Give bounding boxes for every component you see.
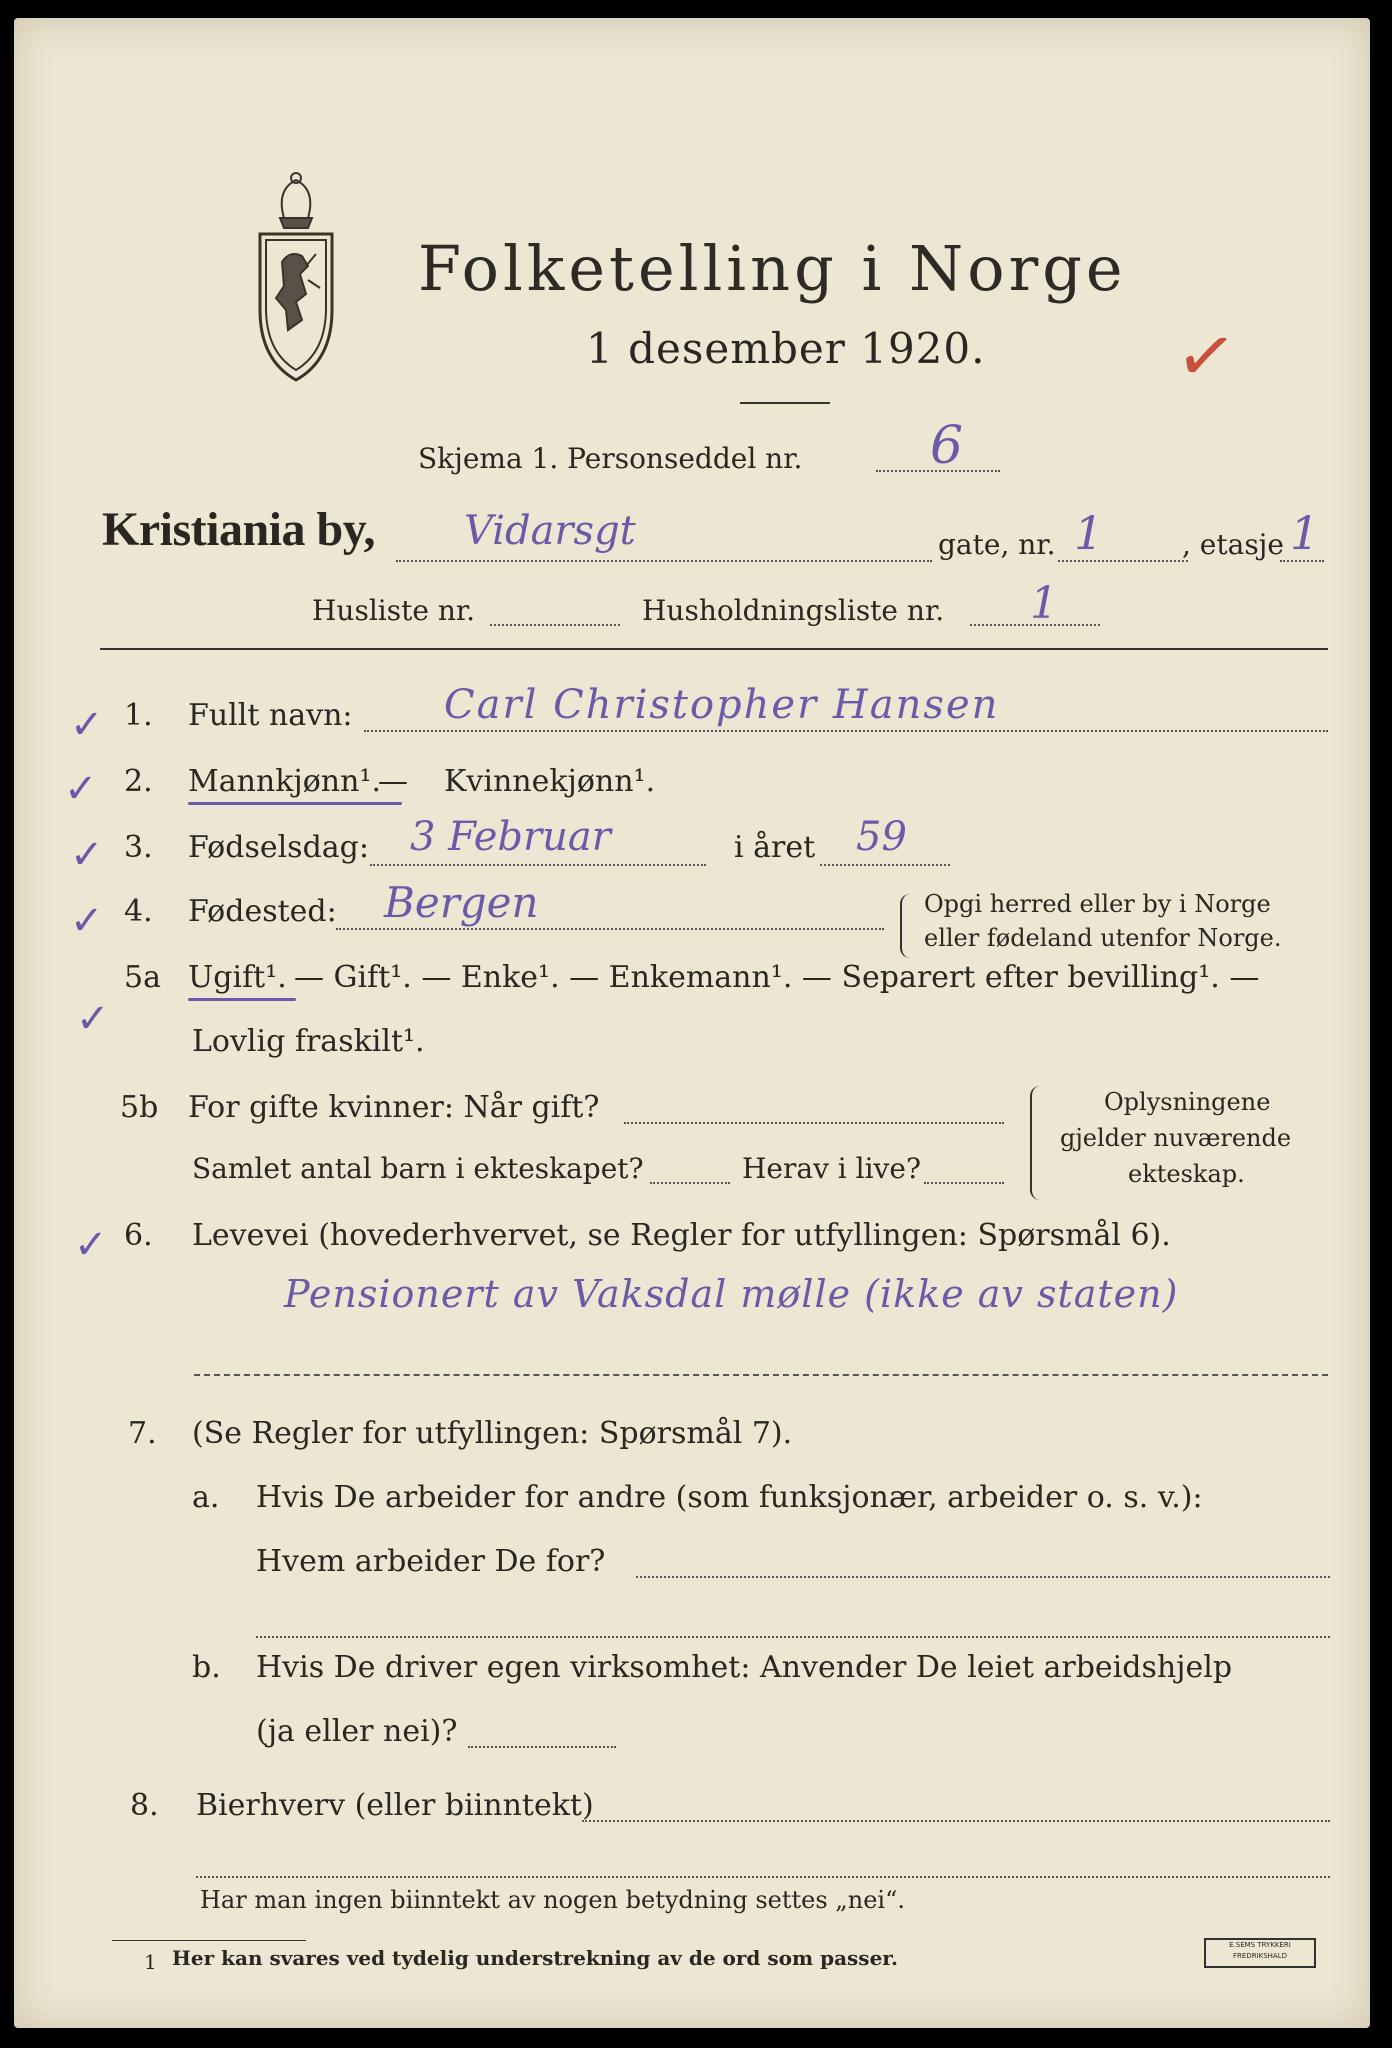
norwegian-lion-crest-icon — [246, 170, 346, 390]
gate-label: gate, nr. — [938, 528, 1056, 561]
q4-note-line2: eller fødeland utenfor Norge. — [924, 924, 1282, 952]
q5b-label: For gifte kvinner: Når gift? — [188, 1090, 600, 1125]
q7a-employer-dots — [636, 1576, 1330, 1578]
q6-extra-line — [194, 1374, 1328, 1376]
q8-extra-line — [196, 1876, 1330, 1878]
q7a-employer-label: Hvem arbeider De for? — [256, 1544, 606, 1579]
q1-label: Fullt navn: — [188, 698, 353, 733]
q5b-children-label: Samlet antal barn i ekteskapet? — [192, 1152, 644, 1185]
q3-dots — [370, 864, 706, 866]
q5a-option-fraskilt: Lovlig fraskilt¹. — [192, 1024, 425, 1059]
etasje-dots — [1280, 560, 1324, 562]
city-label: Kristiania by, — [102, 503, 376, 556]
q5b-note-line3: ekteskap. — [1128, 1160, 1245, 1188]
q2-number: 2. — [124, 764, 153, 799]
printer-stamp — [1204, 1938, 1316, 1968]
margin-check-q3: ✓ — [70, 832, 104, 878]
schema-label: Skjema 1. Personseddel nr. — [418, 442, 803, 475]
q3-label: Fødselsdag: — [188, 830, 369, 865]
q3-birth-year: 59 — [856, 814, 907, 860]
q4-dots — [336, 928, 884, 930]
q8-number: 8. — [130, 1788, 159, 1823]
margin-check-q2: ✓ — [64, 766, 98, 812]
q7-number: 7. — [128, 1416, 157, 1451]
q1-number: 1. — [124, 698, 153, 733]
form-title: Folketelling i Norge — [418, 232, 1127, 305]
census-form-sheet — [14, 18, 1370, 2028]
q5b-married-dots — [624, 1122, 1004, 1124]
footnote-mark: 1 — [144, 1950, 157, 1974]
footnote-text: Her kan svares ved tydelig understrekning av de ord som passer. — [172, 1946, 898, 1970]
q8-note: Har man ingen biinntekt av nogen betydning settes „nei“. — [200, 1886, 905, 1914]
q4-note-bracket — [900, 894, 912, 958]
footnote-divider — [112, 1940, 306, 1941]
q3-birthday: 3 Februar — [410, 814, 611, 860]
printer-stamp-line1: E.SEMS TRYKKERI — [1229, 1941, 1291, 1949]
q5b-alive-dots — [924, 1182, 1004, 1184]
q2-option-mannkjonn: Mannkjønn¹. — [188, 764, 381, 799]
q5a-options: — Gift¹. — Enke¹. — Enkemann¹. — Separert efter bevilling¹. — — [294, 960, 1260, 995]
q1-dots — [364, 730, 1328, 732]
q5b-note-line1: Oplysningene — [1104, 1088, 1271, 1116]
street-dots — [396, 560, 932, 562]
q8-dots — [582, 1820, 1330, 1822]
title-divider — [740, 402, 830, 404]
gate-dots — [1058, 560, 1188, 562]
q5b-children-dots — [650, 1182, 730, 1184]
q7b-yes-no-label: (ja eller nei)? — [256, 1714, 458, 1749]
q6-label: Levevei (hovederhvervet, se Regler for utfyllingen: Spørsmål 6). — [192, 1218, 1171, 1253]
etasje-label: , etasje — [1182, 528, 1284, 561]
q3-number: 3. — [124, 830, 153, 865]
header-divider — [100, 648, 1328, 650]
q5b-note-line2: gjelder nuværende — [1060, 1124, 1292, 1152]
q5b-alive-label: Herav i live? — [742, 1152, 921, 1185]
husholdningsliste-label: Husholdningsliste nr. — [642, 594, 945, 627]
husholdningsliste-number: 1 — [1030, 578, 1058, 629]
q7a-label: Hvis De arbeider for andre (som funksjonær, arbeider o. s. v.): — [256, 1480, 1203, 1515]
q5a-option-ugift: Ugift¹. — [188, 960, 287, 995]
q7-label: (Se Regler for utfyllingen: Spørsmål 7). — [192, 1416, 793, 1451]
personseddel-number: 6 — [930, 416, 964, 476]
form-date: 1 desember 1920. — [586, 324, 986, 373]
q7b-letter: b. — [192, 1650, 221, 1685]
q4-birthplace: Bergen — [384, 878, 539, 927]
q5b-note-bracket — [1030, 1086, 1044, 1200]
q2-selection-underline — [188, 802, 402, 805]
gate-number: 1 — [1074, 506, 1104, 560]
q2-option-kvinnekjonn: Kvinnekjønn¹. — [444, 764, 656, 799]
q5b-number: 5b — [120, 1090, 159, 1125]
q8-label: Bierhverv (eller biinntekt) — [196, 1788, 594, 1823]
q3-year-dots — [820, 864, 950, 866]
printer-stamp-line2: FREDRIKSHALD — [1232, 1952, 1287, 1960]
husliste-label: Husliste nr. — [312, 594, 476, 627]
q1-full-name: Carl Christopher Hansen — [444, 682, 1000, 728]
q4-number: 4. — [124, 894, 153, 929]
street-name: Vidarsgt — [464, 508, 636, 554]
margin-check-q5a: ✓ — [76, 996, 110, 1042]
q7a-extra-line — [256, 1636, 1330, 1638]
etasje-number: 1 — [1290, 506, 1320, 560]
q7a-letter: a. — [192, 1480, 220, 1515]
q7b-dots — [468, 1746, 616, 1748]
red-checkmark-icon: ✓ — [1170, 310, 1242, 402]
q2-separator: — — [378, 764, 408, 799]
q6-number: 6. — [124, 1218, 153, 1253]
q5a-number: 5a — [124, 960, 161, 995]
margin-check-q1: ✓ — [70, 702, 104, 748]
margin-check-q4: ✓ — [70, 898, 104, 944]
q4-note-line1: Opgi herred eller by i Norge — [924, 890, 1271, 918]
q6-occupation: Pensionert av Vaksdal mølle (ikke av staten) — [284, 1272, 1179, 1316]
husliste-dots — [490, 624, 620, 626]
q3-year-label: i året — [734, 830, 816, 865]
margin-check-q6: ✓ — [74, 1222, 108, 1268]
q7b-label: Hvis De driver egen virksomhet: Anvender De leiet arbeidshjelp — [256, 1650, 1233, 1685]
q4-label: Fødested: — [188, 894, 337, 929]
q5a-selection-underline — [188, 998, 296, 1001]
